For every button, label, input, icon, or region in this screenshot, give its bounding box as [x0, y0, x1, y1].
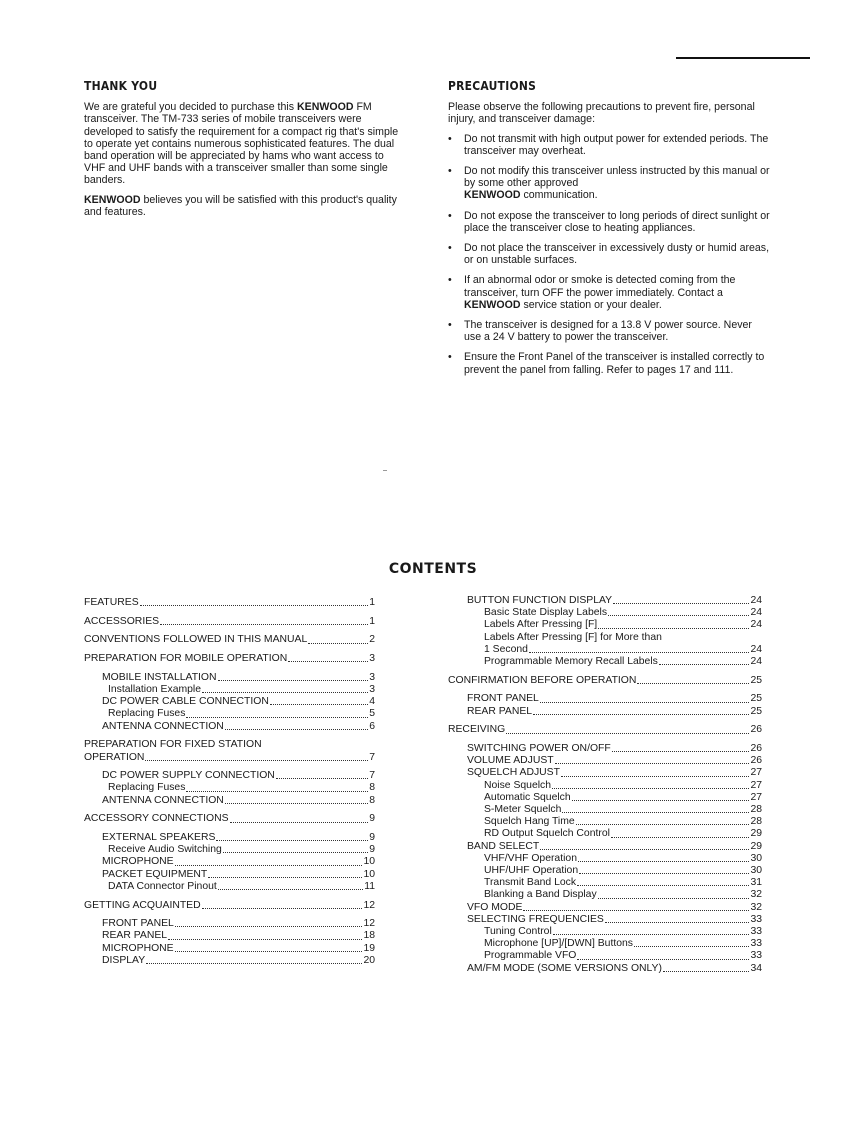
- toc-entry-title: Programmable Memory Recall Labels: [484, 656, 658, 668]
- precautions-heading: PRECAUTIONS: [448, 78, 537, 93]
- toc-page-number: 28: [750, 816, 762, 828]
- toc-page-number: 19: [363, 942, 375, 954]
- toc-entry-title: BUTTON FUNCTION DISPLAY: [467, 595, 613, 606]
- brand-name: KENWOOD: [464, 298, 521, 311]
- toc-page-number: 29: [750, 828, 762, 840]
- toc-entry: [448, 743, 762, 755]
- toc-entry: [84, 684, 375, 696]
- toc-entry-title: Labels After Pressing [F] for More than: [484, 631, 662, 643]
- toc-page-number: 24: [750, 595, 762, 606]
- toc-leader-dots: [579, 873, 749, 874]
- thank-you-closing: believes you will be satisfied with this product's quality and features.: [84, 193, 397, 218]
- toc-entry-title: MOBILE INSTALLATION: [102, 671, 217, 683]
- toc-page-number: 12: [363, 899, 375, 911]
- toc-entry-title: ACCESSORIES: [84, 615, 160, 627]
- thank-you-body: FM transceiver. The TM-733 series of mobile transceivers were developed to satisfy the requirement for a compact rig that's simple to operate yet contains numerous sophisticated features. The dual band operation will be appreciated by hams who want access to VHF and UHF bands with a transceiver smaller than some single banders.: [84, 101, 399, 187]
- toc-entry: [448, 889, 762, 901]
- toc-leader-dots: [578, 861, 749, 862]
- toc-page-number: 7: [369, 770, 375, 782]
- toc-entry-title: EXTERNAL SPEAKERS: [102, 832, 216, 844]
- precautions-section: [448, 80, 770, 384]
- toc-entry: [448, 926, 762, 938]
- toc-entry-title: MICROPHONE: [102, 856, 174, 868]
- toc-entry: [448, 938, 762, 950]
- toc-entry: [84, 770, 375, 782]
- toc-entry-title: RD Output Squelch Control: [484, 828, 610, 840]
- toc-entry-title: Installation Example: [108, 684, 201, 696]
- bullet-icon: •: [448, 351, 452, 364]
- toc-page-number: 26: [750, 743, 762, 755]
- toc-leader-dots: [225, 729, 368, 730]
- toc-entry-title: PREPARATION FOR FIXED STATION: [84, 739, 262, 751]
- precaution-item: • Ensure the Front Panel of the transceiver is installed correctly to prevent the panel from falling. Refer to pages 17 and 111.: [448, 351, 765, 376]
- toc-leader-dots: [555, 763, 750, 764]
- toc-leader-dots: [186, 717, 368, 718]
- toc-entry: [84, 869, 375, 881]
- toc-leader-dots: [506, 733, 749, 734]
- toc-entry-title: CONVENTIONS FOLLOWED IN THIS MANUAL: [84, 634, 308, 646]
- toc-entry: [448, 816, 762, 828]
- toc-page-number: 7: [369, 751, 375, 763]
- toc-entry-title: FEATURES: [84, 597, 139, 608]
- toc-entry: [448, 632, 762, 644]
- precaution-item: • Do not transmit with high output power for extended periods. The transceiver may overheat.: [448, 132, 769, 157]
- toc-page-number: 33: [750, 913, 762, 925]
- toc-page-number: 24: [750, 607, 762, 619]
- toc-page-number: 5: [369, 708, 375, 720]
- toc-leader-dots: [202, 908, 363, 909]
- toc-entry: [84, 653, 375, 665]
- brand-name: KENWOOD: [297, 101, 354, 114]
- toc-leader-dots: [160, 624, 368, 625]
- toc-entry-title: Noise Squelch: [484, 779, 552, 791]
- toc-page-number: 28: [750, 804, 762, 816]
- toc-entry-title: ACCESSORY CONNECTIONS: [84, 813, 229, 825]
- toc-leader-dots: [202, 692, 368, 693]
- toc-entry: [448, 792, 762, 804]
- brand-name: KENWOOD: [464, 189, 521, 202]
- toc-page-number: 34: [750, 962, 762, 974]
- toc-leader-dots: [598, 628, 749, 629]
- toc-leader-dots: [561, 776, 749, 777]
- toc-leader-dots: [168, 939, 362, 940]
- toc-leader-dots: [533, 714, 749, 715]
- toc-entry-title: Replacing Fuses: [108, 708, 186, 720]
- toc-entry: [448, 595, 762, 607]
- toc-page-number: 2: [369, 634, 375, 646]
- toc-entry-title: Replacing Fuses: [108, 782, 186, 794]
- toc-entry: [448, 706, 762, 718]
- toc-leader-dots: [523, 910, 749, 911]
- toc-entry-title: ANTENNA CONNECTION: [102, 720, 224, 732]
- toc-entry-title: REAR PANEL: [467, 705, 533, 717]
- toc-entry: [84, 616, 375, 628]
- toc-leader-dots: [175, 926, 363, 927]
- toc-entry-title: VFO MODE: [467, 901, 523, 913]
- precaution-item: • Do not place the transceiver in excessively dusty or humid areas, or on unstable surfaces.: [448, 242, 770, 267]
- toc-leader-dots: [540, 849, 749, 850]
- toc-entry: [84, 856, 375, 868]
- thank-you-paragraph-2: [84, 194, 402, 218]
- toc-entry-title: BAND SELECT: [467, 840, 540, 852]
- toc-entry-title: GETTING ACQUAINTED: [84, 899, 201, 911]
- contents-left-column: [84, 597, 375, 967]
- toc-page-number: 24: [750, 619, 762, 631]
- toc-leader-dots: [608, 615, 749, 616]
- toc-leader-dots: [663, 971, 750, 972]
- toc-leader-dots: [612, 751, 750, 752]
- thank-you-intro: We are grateful you decided to purchase this: [84, 101, 295, 114]
- toc-entry-title: Programmable VFO: [484, 950, 577, 962]
- toc-entry: [448, 950, 762, 962]
- toc-leader-dots: [276, 778, 368, 779]
- toc-page-number: 8: [369, 794, 375, 806]
- toc-entry-title: REAR PANEL: [102, 930, 168, 942]
- precaution-item: • Do not modify this transceiver unless instructed by this manual or by some other approved KENWOOD communication.: [448, 165, 770, 202]
- toc-entry: [448, 693, 762, 705]
- toc-page-number: 20: [363, 954, 375, 966]
- toc-entry: [448, 724, 762, 736]
- toc-page-number: 32: [750, 901, 762, 913]
- toc-page-number: 1: [369, 597, 375, 608]
- toc-entry: [84, 795, 375, 807]
- toc-entry-title: DATA Connector Pinout: [108, 880, 217, 892]
- toc-entry: [84, 844, 375, 856]
- toc-leader-dots: [552, 788, 749, 789]
- toc-entry: [448, 865, 762, 877]
- toc-entry: [84, 943, 375, 955]
- toc-entry: [448, 963, 762, 975]
- precaution-item: • Do not expose the transceiver to long periods of direct sunlight or place the transceiver close to heating appliances.: [448, 209, 770, 234]
- toc-entry: [84, 900, 375, 912]
- toc-page-number: 12: [363, 918, 375, 930]
- toc-leader-dots: [145, 760, 368, 761]
- toc-leader-dots: [605, 922, 750, 923]
- toc-page-number: 1: [369, 615, 375, 627]
- toc-page-number: 27: [750, 779, 762, 791]
- toc-entry-title: PREPARATION FOR MOBILE OPERATION: [84, 653, 288, 665]
- toc-entry: [84, 634, 375, 646]
- bullet-icon: •: [448, 209, 452, 222]
- top-rule: [676, 57, 810, 59]
- toc-entry-title: Labels After Pressing [F]: [484, 619, 598, 631]
- toc-entry: [84, 696, 375, 708]
- toc-leader-dots: [562, 812, 749, 813]
- toc-entry: [84, 918, 375, 930]
- toc-page-number: 30: [750, 852, 762, 864]
- precautions-list: [448, 133, 770, 376]
- toc-page-number: 33: [750, 926, 762, 938]
- toc-page-number: 29: [750, 840, 762, 852]
- toc-entry: [84, 832, 375, 844]
- toc-leader-dots: [175, 951, 363, 952]
- toc-entry: [84, 721, 375, 733]
- toc-entry-title: SQUELCH ADJUST: [467, 767, 560, 779]
- toc-leader-dots: [288, 661, 368, 662]
- toc-leader-dots: [634, 946, 749, 947]
- toc-leader-dots: [216, 840, 368, 841]
- thank-you-section: [84, 80, 402, 225]
- toc-leader-dots: [230, 822, 369, 823]
- toc-entry-title: DC POWER CABLE CONNECTION: [102, 696, 269, 708]
- toc-page-number: 33: [750, 950, 762, 962]
- toc-entry-title: VOLUME ADJUST: [467, 755, 554, 767]
- toc-entry-title: Tuning Control: [484, 926, 552, 938]
- toc-entry-title: Basic State Display Labels: [484, 607, 608, 619]
- toc-entry-title: DC POWER SUPPLY CONNECTION: [102, 770, 275, 782]
- toc-page-number: 10: [363, 856, 375, 868]
- toc-leader-dots: [598, 898, 750, 899]
- toc-page-number: 9: [369, 832, 375, 844]
- toc-entry: [84, 881, 375, 893]
- toc-entry: [448, 902, 762, 914]
- toc-leader-dots: [146, 963, 362, 964]
- toc-entry: [84, 739, 375, 751]
- toc-entry-title: FRONT PANEL: [102, 918, 174, 930]
- toc-page-number: 3: [369, 671, 375, 683]
- toc-page-number: 27: [750, 791, 762, 803]
- toc-entry: [448, 755, 762, 767]
- toc-entry: [84, 813, 375, 825]
- toc-entry-title: AM/FM MODE (SOME VERSIONS ONLY): [467, 962, 662, 974]
- toc-entry: [448, 644, 762, 656]
- toc-page-number: 4: [369, 696, 375, 708]
- toc-leader-dots: [218, 889, 363, 890]
- toc-leader-dots: [225, 803, 368, 804]
- toc-entry: [448, 619, 762, 631]
- toc-entry-title: Microphone [UP]/[DWN] Buttons: [484, 938, 633, 950]
- toc-page-number: 18: [363, 930, 375, 942]
- toc-leader-dots: [576, 824, 750, 825]
- thank-you-paragraph-1: [84, 101, 402, 186]
- toc-entry-title: Automatic Squelch: [484, 791, 571, 803]
- toc-entry: [84, 955, 375, 967]
- toc-page-number: 26: [750, 755, 762, 767]
- toc-page-number: 26: [750, 724, 762, 736]
- toc-leader-dots: [577, 885, 749, 886]
- toc-page-number: 24: [750, 656, 762, 668]
- toc-entry: [448, 853, 762, 865]
- toc-page-number: 8: [369, 782, 375, 794]
- toc-entry: [84, 708, 375, 720]
- toc-page-number: 27: [750, 767, 762, 779]
- toc-leader-dots: [613, 603, 749, 604]
- toc-entry: [448, 780, 762, 792]
- thank-you-heading: THANK YOU: [84, 78, 158, 93]
- toc-entry: [448, 828, 762, 840]
- toc-entry: [448, 767, 762, 779]
- toc-page-number: 11: [364, 880, 375, 892]
- toc-entry-title: OPERATION: [84, 751, 145, 763]
- toc-page-number: 9: [369, 844, 375, 856]
- toc-page-number: 25: [750, 674, 762, 686]
- toc-entry: [84, 782, 375, 794]
- toc-entry-title: Blanking a Band Display: [484, 889, 597, 901]
- toc-leader-dots: [659, 664, 750, 665]
- toc-leader-dots: [186, 791, 368, 792]
- toc-page-number: 25: [750, 693, 762, 705]
- toc-entry-title: RECEIVING: [448, 724, 506, 736]
- stray-mark: [383, 470, 387, 471]
- toc-leader-dots: [529, 652, 750, 653]
- toc-leader-dots: [611, 837, 750, 838]
- toc-page-number: 33: [750, 938, 762, 950]
- toc-entry-title: DISPLAY: [102, 954, 146, 966]
- bullet-icon: •: [448, 274, 452, 287]
- toc-page-number: 30: [750, 865, 762, 877]
- toc-page-number: 31: [750, 877, 762, 889]
- toc-leader-dots: [175, 865, 363, 866]
- toc-leader-dots: [577, 959, 749, 960]
- bullet-icon: •: [448, 319, 452, 332]
- toc-entry: [448, 877, 762, 889]
- toc-page-number: 24: [750, 643, 762, 655]
- toc-page-number: 9: [369, 813, 375, 825]
- toc-page-number: 3: [369, 653, 375, 665]
- toc-page-number: 3: [369, 684, 375, 696]
- toc-entry-title: Receive Audio Switching: [108, 844, 222, 856]
- toc-leader-dots: [218, 680, 369, 681]
- toc-leader-dots: [140, 605, 369, 606]
- brand-name: KENWOOD: [84, 193, 141, 206]
- toc-page-number: 25: [750, 705, 762, 717]
- toc-entry: [448, 607, 762, 619]
- toc-page-number: 32: [750, 889, 762, 901]
- toc-leader-dots: [223, 852, 368, 853]
- toc-entry-title: Squelch Hang Time: [484, 816, 575, 828]
- toc-leader-dots: [572, 800, 750, 801]
- toc-leader-dots: [308, 643, 368, 644]
- precaution-item: • The transceiver is designed for a 13.8 V power source. Never use a 24 V battery to power the transceiver.: [448, 319, 752, 344]
- toc-entry: [448, 675, 762, 687]
- contents-title: CONTENTS: [388, 561, 478, 577]
- toc-entry-title: 1 Second: [484, 643, 528, 655]
- toc-entry-title: S-Meter Squelch: [484, 804, 562, 816]
- toc-entry: [448, 841, 762, 853]
- toc-leader-dots: [270, 704, 368, 705]
- toc-entry-title: FRONT PANEL: [467, 693, 539, 705]
- toc-entry-title: MICROPHONE: [102, 942, 174, 954]
- precaution-item: • If an abnormal odor or smoke is detected coming from the transceiver, turn OFF the power immediately. Contact a KENWOOD service station or your dealer.: [448, 274, 736, 311]
- toc-entry: [84, 597, 375, 609]
- toc-entry-title: Transmit Band Lock: [484, 877, 577, 889]
- toc-entry: [448, 656, 762, 668]
- bullet-icon: •: [448, 165, 452, 178]
- toc-leader-dots: [208, 877, 362, 878]
- toc-entry: [84, 930, 375, 942]
- toc-leader-dots: [540, 702, 750, 703]
- precautions-intro: Please observe the following precautions to prevent fire, personal injury, and transceiver damage:: [448, 101, 755, 126]
- toc-entry-title: ANTENNA CONNECTION: [102, 794, 224, 806]
- toc-entry: [448, 804, 762, 816]
- bullet-icon: •: [448, 242, 452, 255]
- contents-right-column: [448, 595, 762, 975]
- toc-entry-title: PACKET EQUIPMENT: [102, 868, 208, 880]
- toc-entry: [84, 672, 375, 684]
- toc-leader-dots: [637, 683, 749, 684]
- toc-entry: [448, 914, 762, 926]
- toc-entry-title: SWITCHING POWER ON/OFF: [467, 743, 611, 755]
- toc-entry-title: UHF/UHF Operation: [484, 865, 579, 877]
- toc-entry: [84, 752, 375, 764]
- toc-entry-title: CONFIRMATION BEFORE OPERATION: [448, 674, 637, 686]
- toc-entry-title: VHF/VHF Operation: [484, 852, 577, 864]
- toc-page-number: 6: [369, 720, 375, 732]
- toc-entry-title: SELECTING FREQUENCIES: [467, 913, 604, 925]
- toc-page-number: 10: [363, 868, 375, 880]
- toc-leader-dots: [553, 934, 750, 935]
- bullet-icon: •: [448, 132, 452, 145]
